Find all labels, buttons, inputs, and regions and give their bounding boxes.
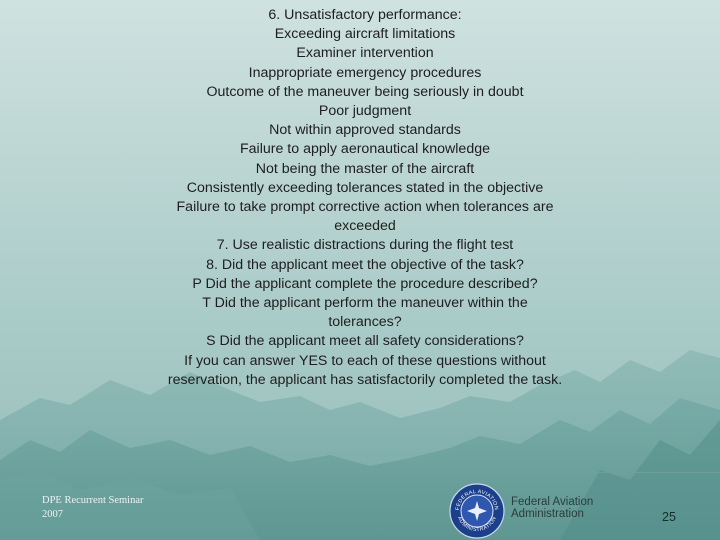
text-line: Not being the master of the aircraft: [255, 160, 475, 177]
text-line: Exceeding aircraft limitations: [274, 26, 456, 43]
text-line: Inappropriate emergency procedures: [248, 64, 482, 81]
faa-seal-icon: [449, 483, 505, 539]
heading-objective-question: 8. Did the applicant meet the objective of the task?: [206, 256, 524, 273]
heading-unsatisfactory-performance: 6. Unsatisfactory performance:: [268, 7, 462, 23]
text-line: P Did the applicant complete the procedure described?: [192, 275, 538, 292]
seminar-title: DPE Recurrent Seminar: [42, 495, 144, 506]
agency-name: [511, 496, 593, 520]
seal-text-bottom: ADMINISTRATION: [456, 515, 498, 534]
seminar-year: 2007: [42, 509, 63, 520]
text-line: Poor judgment: [318, 103, 412, 120]
text-line: Outcome of the maneuver being seriously in doubt: [206, 83, 524, 100]
agency-line-2: Administration: [511, 508, 584, 520]
text-line: Consistently exceeding tolerances stated in the objective: [186, 179, 544, 196]
slide-number: 25: [662, 510, 676, 524]
text-line: exceeded: [334, 218, 396, 235]
text-line: Examiner intervention: [296, 45, 434, 62]
text-line: Failure to apply aeronautical knowledge: [239, 141, 490, 158]
text-line: reservation, the applicant has satisfactorily completed the task.: [167, 371, 563, 388]
text-line: T Did the applicant perform the maneuver within the: [202, 295, 528, 312]
agency-line-1: Federal Aviation: [511, 496, 594, 508]
footer-divider: [0, 472, 720, 473]
footer-seminar: [42, 494, 143, 522]
text-line: tolerances?: [328, 314, 402, 331]
text-line: Not within approved standards: [269, 122, 461, 139]
text-line: S Did the applicant meet all safety considerations?: [206, 333, 524, 350]
seal-text-top: FEDERAL AVIATION: [454, 488, 500, 511]
text-line: Failure to take prompt corrective action when tolerances are: [176, 199, 554, 216]
text-line: If you can answer YES to each of these questions without: [184, 352, 546, 369]
slide-body-text: [100, 6, 630, 390]
heading-realistic-distractions: 7. Use realistic distractions during the flight test: [216, 237, 514, 254]
